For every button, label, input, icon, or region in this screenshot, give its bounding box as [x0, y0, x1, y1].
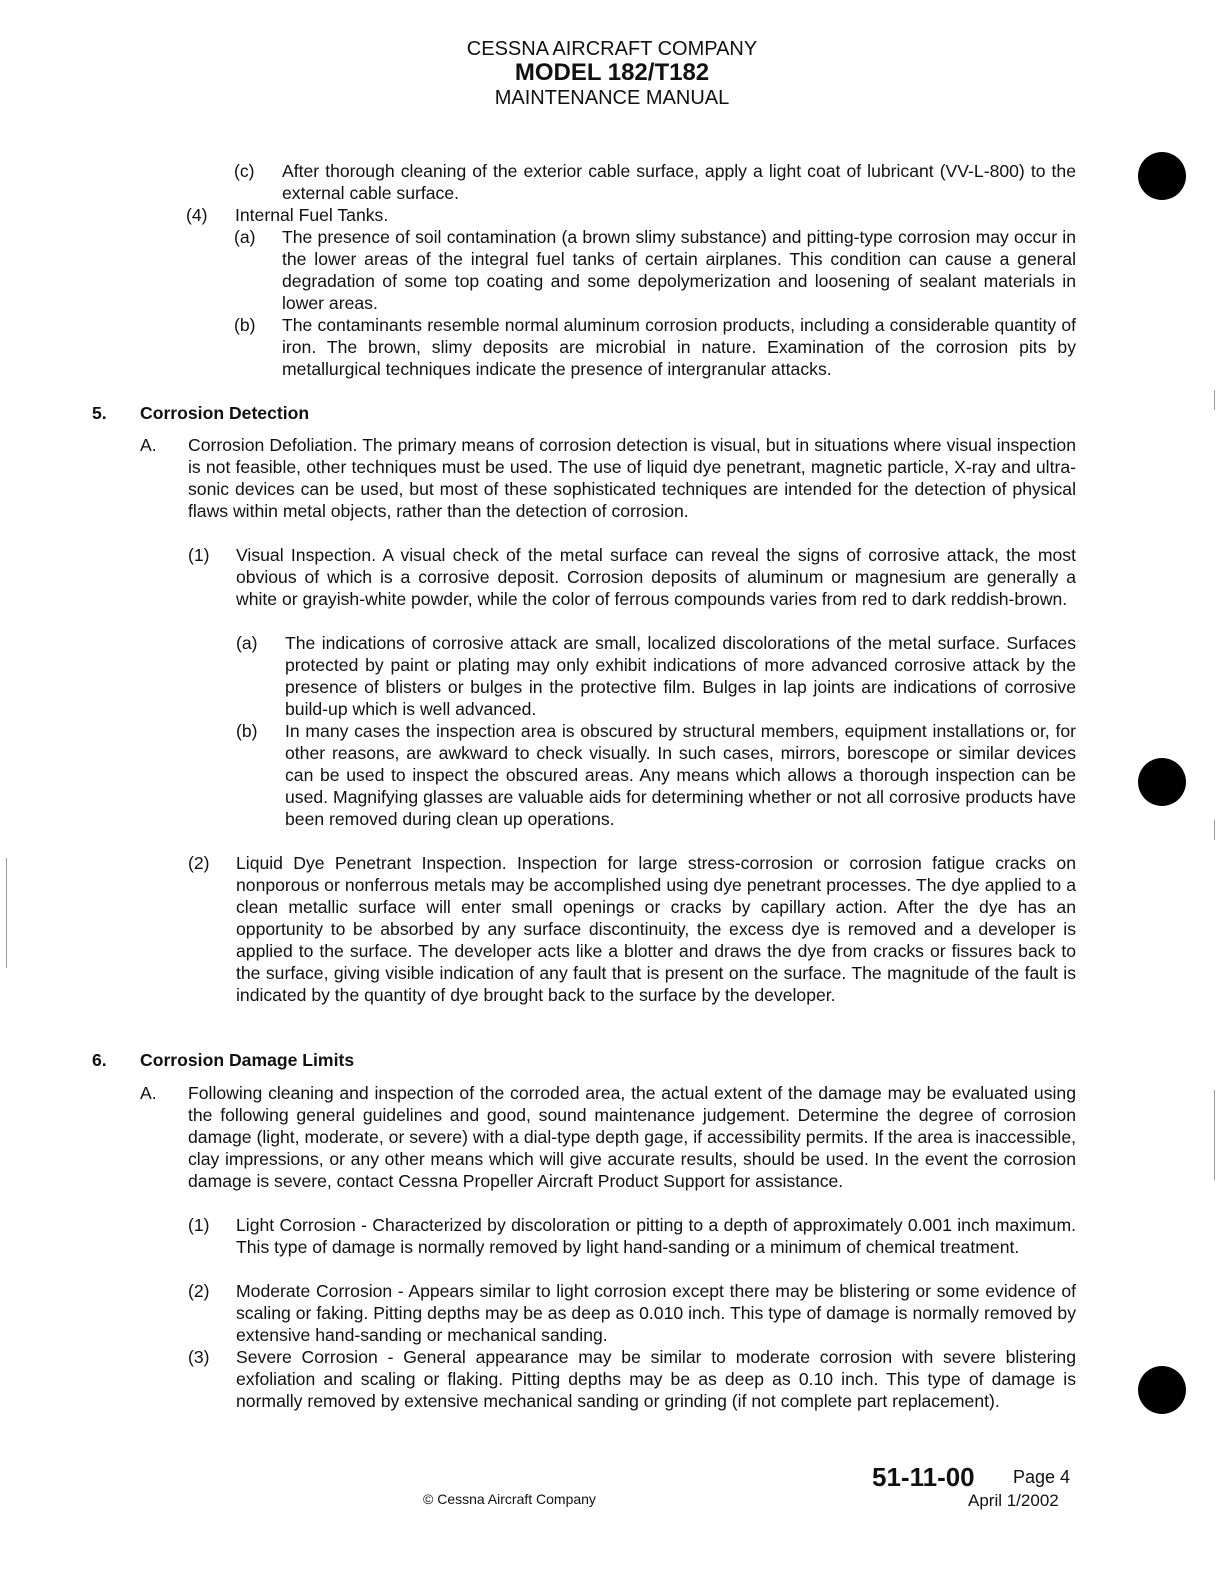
section-number: 5.: [92, 403, 107, 423]
item-label: A.: [140, 435, 157, 455]
section-number: 6.: [92, 1050, 107, 1070]
binder-hole-bottom: [1138, 1366, 1186, 1414]
section-title: Corrosion Damage Limits: [140, 1050, 355, 1070]
item-text: The presence of soil contamination (a brown slimy substance) and pitting-type corrosion may occur in the lower areas of the integral fuel tanks of certain airplanes. This condition can cause a general degradation of some top coating and some depolymerization and loosening of sealant materials in lower areas.: [282, 227, 1076, 313]
binder-hole-middle: [1138, 758, 1186, 806]
item-text: Corrosion Defoliation. The primary means of corrosion detection is visual, but in situations where visual inspection is not feasible, other techniques must be used. The use of liquid dye penetrant, magnetic particle, X-ray and ultra-sonic devices can be used, but most of these sophisticated techniques are intended for the detection of physical flaws within metal objects, rather than the detection of corrosion.: [188, 435, 1076, 521]
copyright-notice: © Cessna Aircraft Company: [423, 1491, 596, 1507]
item-label: (1): [188, 1215, 210, 1235]
scan-mark: [6, 858, 7, 968]
item-text: The indications of corrosive attack are small, localized discolorations of the metal surface. Surfaces protected by paint or plating may only exhibit indications of more advanced corrosive attack by the presence of blisters or bulges in the protective film. Bulges in lap joints are indications of corrosive build-up which is well advanced.: [285, 633, 1076, 719]
item-text: Internal Fuel Tanks.: [235, 205, 389, 225]
item-label: (4): [186, 205, 208, 225]
item-label: (b): [234, 315, 256, 335]
item-text: In many cases the inspection area is obscured by structural members, equipment installations or, for other reasons, are awkward to check visually. In such cases, mirrors, borescope or similar devices can be used to inspect the obscured areas. Any means which allows a thorough inspection can be used. Magnifying glasses are valuable aids for determining whether or not all corrosive products have been removed during clean up operations.: [285, 721, 1076, 829]
binder-hole-top: [1138, 152, 1186, 200]
item-label: (a): [236, 633, 258, 653]
section-title: Corrosion Detection: [140, 403, 310, 423]
scan-mark: [1214, 820, 1215, 840]
item-text: Moderate Corrosion - Appears similar to light corrosion except there may be blistering or some evidence of scaling or faking. Pitting depths may be as deep as 0.010 inch. This type of damage is normally removed by extensive hand-sanding or mechanical sanding.: [236, 1281, 1076, 1345]
company-name: CESSNA AIRCRAFT COMPANY: [466, 38, 758, 60]
item-text: The contaminants resemble normal aluminum corrosion products, including a considerable quantity of iron. The brown, slimy deposits are microbial in nature. Examination of the corrosion pits by metallurgical techniques indicate the presence of intergranular attacks.: [282, 315, 1076, 379]
scan-mark: [1214, 1090, 1215, 1180]
item-label: (b): [236, 721, 258, 741]
scan-mark: [1214, 390, 1215, 410]
item-label: (2): [188, 1281, 210, 1301]
item-text: Visual Inspection. A visual check of the metal surface can reveal the signs of corrosive attack, the most obvious of which is a corrosive deposit. Corrosion deposits of aluminum or magnesium are generally a white or grayish-white powder, while the color of ferrous compounds varies from red to dark reddish-brown.: [236, 545, 1076, 609]
manual-title: MAINTENANCE MANUAL: [494, 87, 730, 110]
model-title: MODEL 182/T182: [514, 59, 710, 87]
item-text: After thorough cleaning of the exterior cable surface, apply a light coat of lubricant (VV-L-800) to the external cable surface.: [282, 161, 1076, 203]
item-text: Following cleaning and inspection of the corroded area, the actual extent of the damage may be evaluated using the following general guidelines and good, sound maintenance judgement. Determine the degree of corrosion damage (light, moderate, or severe) with a dial-type depth gage, if accessibility permits. If the area is inaccessible, clay impressions, or any other means which will give accurate results, should be used. In the event the corrosion damage is severe, contact Cessna Propeller Aircraft Product Support for assistance.: [188, 1083, 1076, 1191]
item-label: (1): [188, 545, 210, 565]
page-number: Page 4: [1013, 1467, 1071, 1487]
item-label: A.: [140, 1083, 157, 1103]
item-label: (3): [188, 1347, 210, 1367]
document-header: [0, 38, 1224, 110]
item-label: (c): [234, 161, 255, 181]
chapter-code: 51-11-00: [872, 1462, 975, 1492]
item-text: Liquid Dye Penetrant Inspection. Inspection for large stress-corrosion or corrosion fatigue cracks on nonporous or nonferrous metals may be accomplished using dye penetrant processes. The dye applied to a clean metallic surface will enter small openings or cracks by capillary action. After the dye has an opportunity to be absorbed by any surface discontinuity, the excess dye is removed and a developer is applied to the surface. The developer acts like a blotter and draws the dye from cracks or fissures back to the surface, giving visible indication of any fault that is present on the surface. The magnitude of the fault is indicated by the quantity of dye brought back to the surface by the developer.: [236, 853, 1076, 1005]
item-label: (a): [234, 227, 256, 247]
revision-date: April 1/2002: [968, 1491, 1059, 1510]
item-label: (2): [188, 853, 210, 873]
item-text: Light Corrosion - Characterized by discoloration or pitting to a depth of approximately 0.001 inch maximum. This type of damage is normally removed by light hand-sanding or a minimum of chemical treatment.: [236, 1215, 1076, 1257]
item-text: Severe Corrosion - General appearance may be similar to moderate corrosion with severe blistering exfoliation and scaling or flaking. Pitting depths may be as deep as 0.10 inch. This type of damage is normally removed by extensive mechanical sanding or grinding (if not complete part replacement).: [236, 1347, 1076, 1411]
